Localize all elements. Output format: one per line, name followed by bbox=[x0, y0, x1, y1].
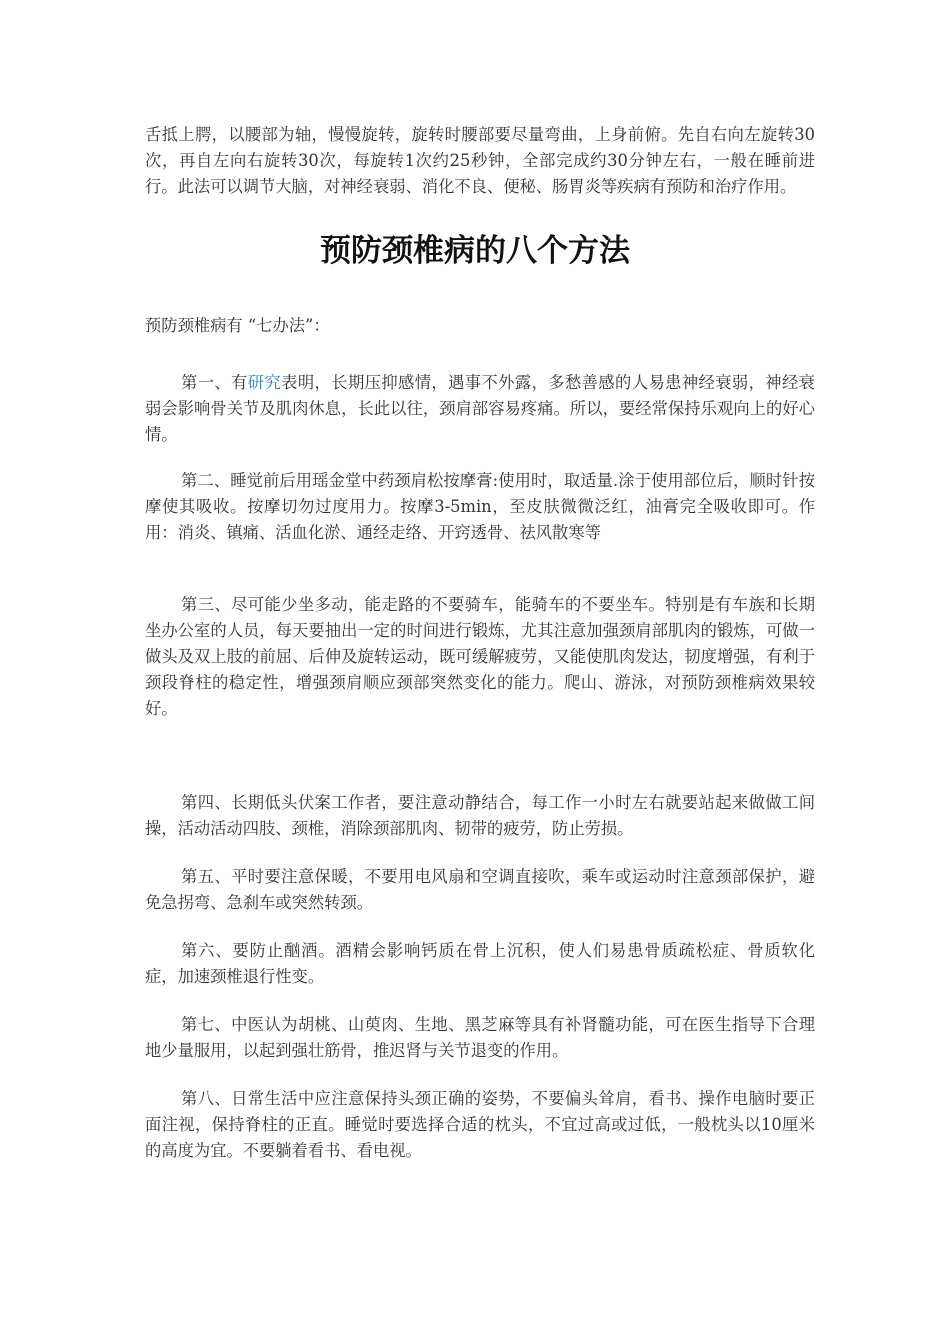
method-7: 第七、中医认为胡桃、山萸肉、生地、黑芝麻等具有补肾髓功能，可在医生指导下合理地少量服用，以起到强壮筋骨，推迟肾与关节退变的作用。 bbox=[145, 1015, 815, 1060]
page-title: 预防颈椎病的八个方法 bbox=[320, 233, 630, 269]
method-1-text-start: 第一、有 bbox=[181, 373, 248, 392]
method-1-text-end: 表明，长期压抑感情，遇事不外露，多愁善感的人易患神经衰弱，神经衰弱会影响骨关节及肌肉休息，长此以往，颈肩部容易疼痛。所以，要经常保持乐观向上的好心情。 bbox=[145, 373, 815, 444]
method-5: 第五、平时要注意保暖，不要用电风扇和空调直接吹，乘车或运动时注意颈部保护，避免急拐弯、急刹车或突然转颈。 bbox=[145, 867, 815, 912]
subtitle: 预防颈椎病有 “七办法”： bbox=[145, 316, 330, 335]
method-6: 第六、要防止酗酒。酒精会影响钙质在骨上沉积，使人们易患骨质疏松症、骨质软化症，加速颈椎退行性变。 bbox=[145, 941, 815, 986]
method-8: 第八、日常生活中应注意保持头颈正确的姿势，不要偏头耸肩，看书、操作电脑时要正面注视，保持脊柱的正直。睡觉时要选择合适的枕头，不宜过高或过低，一般枕头以10厘米的高度为宜。不要躺着看书、看电视。 bbox=[145, 1089, 815, 1160]
method-4: 第四、长期低头伏案工作者，要注意动静结合，每工作一小时左右就要站起来做做工间操，活动活动四肢、颈椎，消除颈部肌肉、韧带的疲劳，防止劳损。 bbox=[145, 793, 815, 838]
method-1 bbox=[145, 370, 815, 448]
research-link[interactable]: 研究 bbox=[247, 373, 282, 392]
method-3: 第三、尽可能少坐多动，能走路的不要骑车，能骑车的不要坐车。特别是有车族和长期坐办公室的人员，每天要抽出一定的时间进行锻炼，尤其注意加强颈肩部肌肉的锻炼，可做一做头及双上肢的前屈、后伸及旋转运动，既可缓解疲劳，又能使肌肉发达，韧度增强，有利于颈段脊柱的稳定性，增强颈肩顺应颈部突然变化的能力。爬山、游泳，对预防颈椎病效果较好。 bbox=[145, 595, 815, 718]
intro-paragraph: 舌抵上腭，以腰部为轴，慢慢旋转，旋转时腰部要尽量弯曲，上身前俯。先自右向左旋转30次，再自左向右旋转30次，每旋转1次约25秒钟，全部完成约30分钟左右，一般在睡前进行。此法可以调节大脑，对神经衰弱、消化不良、便秘、肠胃炎等疾病有预防和治疗作用。 bbox=[145, 125, 815, 196]
method-2: 第二、睡觉前后用瑶金堂中药颈肩松按摩膏:使用时，取适量.涂于使用部位后，顺时针按摩使其吸收。按摩切勿过度用力。按摩3-5min，至皮肤微微泛红，油膏完全吸收即可。作用：消炎、镇痛、活血化淤、通经走络、开窍透骨、祛风散寒等 bbox=[145, 471, 815, 542]
